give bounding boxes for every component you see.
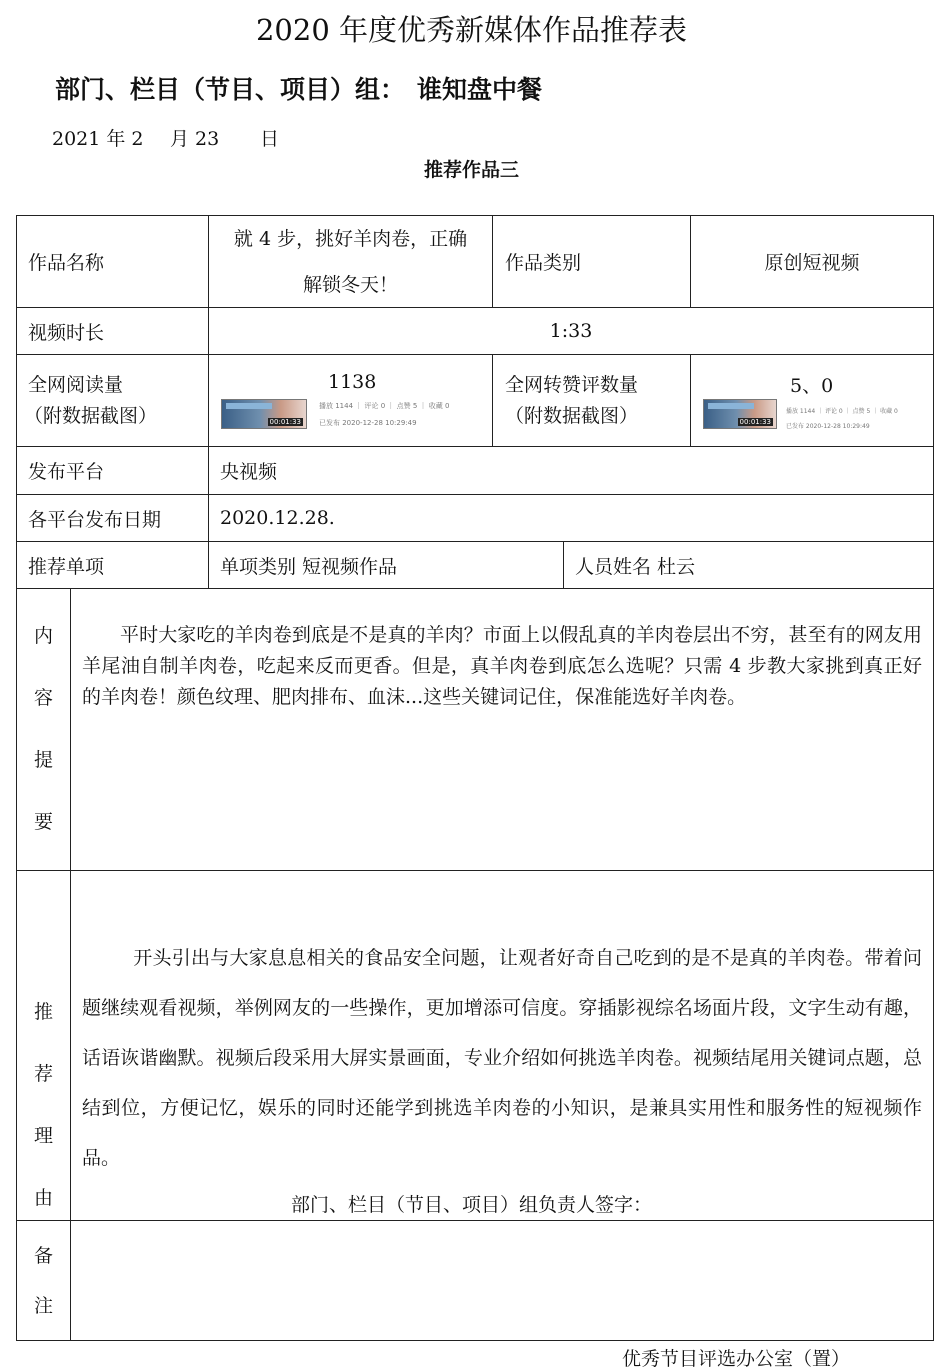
date-year: 2021 年 2 — [52, 128, 144, 150]
summary-label-char: 提 — [33, 749, 53, 771]
work-name-line-2: 解锁冬天！ — [302, 273, 398, 296]
thumbnail-caption-bar — [226, 403, 272, 409]
form-date — [52, 124, 279, 151]
page-title: 2020 年度优秀新媒体作品推荐表 — [255, 13, 688, 47]
thumbnail-caption-bar — [708, 403, 754, 409]
department-label: 部门、栏目（节目、项目）组： — [55, 75, 406, 104]
engagement-label-line-1: 全网转赞评数量 — [505, 373, 639, 396]
thumbnail-duration: 00:01:33 — [739, 418, 771, 426]
recommend-item-label: 推荐单项 — [28, 555, 105, 578]
publish-date-value: 2020.12.28. — [220, 507, 335, 529]
date-day: 日 — [260, 128, 280, 150]
subtitle: 推荐作品三 — [423, 159, 519, 181]
signature-label: 部门、栏目（节目、项目）组负责人签字： — [290, 1194, 652, 1216]
work-category-label: 作品类别 — [505, 252, 582, 274]
duration-label: 视频时长 — [28, 321, 105, 344]
summary-label-char: 要 — [33, 811, 53, 833]
work-name-value — [209, 216, 492, 307]
engagement-screenshot-date: 已发布 2020-12-28 10:29:49 — [786, 423, 870, 430]
footer-office: 优秀节目评选办公室（置） — [622, 1348, 851, 1370]
duration-value: 1:33 — [549, 320, 593, 342]
reason-label-char: 由 — [33, 1187, 53, 1209]
reason-label-char: 推 — [33, 1001, 53, 1023]
engagement-label — [505, 355, 690, 446]
platform-value: 央视频 — [220, 461, 278, 483]
reason-text: 开头引出与大家息息相关的食品安全问题，让观者好奇自己吃到的是不是真的羊肉卷。带着问题继续观看视频，举例网友的一些操作，更加增添可信度。穿插影视综名场面片段，文字生动有趣，话语诙谐幽默。视频后段采用大屏实景画面，专业介绍如何挑选羊肉卷。视频结尾用关键词点题，总结到位，方便记忆，娱乐的同时还能学到挑选羊肉卷的小知识，是兼具实用性和服务性的短视频作品。 — [82, 947, 922, 1169]
views-screenshot-thumbnail — [221, 399, 307, 429]
summary-label — [17, 605, 70, 853]
department-value: 谁知盘中餐 — [417, 75, 543, 104]
reason-label-char: 理 — [33, 1125, 53, 1147]
person-name: 人员姓名 杜云 — [575, 555, 696, 578]
views-label — [24, 355, 208, 446]
views-screenshot-stats: 播放 1144 ｜ 评论 0 ｜ 点赞 5 ｜ 收藏 0 — [319, 402, 450, 410]
item-category: 单项类别 短视频作品 — [220, 555, 398, 578]
date-month: 月 23 — [170, 128, 220, 150]
views-screenshot-date: 已发布 2020-12-28 10:29:49 — [319, 419, 417, 427]
department-line — [55, 70, 542, 106]
views-value: 1138 — [328, 371, 377, 393]
work-name-label: 作品名称 — [28, 252, 105, 274]
remarks-label — [17, 1228, 70, 1333]
reason-label-char: 荐 — [33, 1063, 53, 1085]
engagement-screenshot-thumbnail — [703, 399, 777, 429]
views-label-line-1: 全网阅读量 — [28, 373, 124, 396]
publish-date-label: 各平台发布日期 — [28, 508, 162, 531]
summary-label-char: 内 — [33, 625, 53, 647]
engagement-value: 5、0 — [790, 375, 834, 397]
work-name-line-1: 就 4 步，挑好羊肉卷，正确 — [233, 227, 468, 250]
remarks-label-char: 注 — [33, 1294, 53, 1317]
engagement-label-line-2: （附数据截图） — [505, 404, 639, 427]
work-category-value: 原创短视频 — [764, 252, 860, 274]
engagement-screenshot-stats: 播放 1144 ｜ 评论 0 ｜ 点赞 5 ｜ 收藏 0 — [786, 408, 898, 415]
thumbnail-duration: 00:01:33 — [269, 418, 301, 426]
remarks-field[interactable] — [71, 1221, 933, 1340]
summary-text: 平时大家吃的羊肉卷到底是不是真的羊肉？市面上以假乱真的羊肉卷层出不穷，甚至有的网友用羊尾油自制羊肉卷，吃起来反而更香。但是，真羊肉卷到底怎么选呢？只需 4 步教大家挑到真正好的羊肉卷！颜色纹理、肥肉排布、血沫...这些关键词记住，保准能选好羊肉卷。 — [82, 624, 922, 708]
remarks-label-char: 备 — [33, 1244, 53, 1267]
summary-label-char: 容 — [33, 687, 53, 709]
views-label-line-2: （附数据截图） — [24, 404, 158, 427]
platform-label: 发布平台 — [28, 461, 105, 483]
